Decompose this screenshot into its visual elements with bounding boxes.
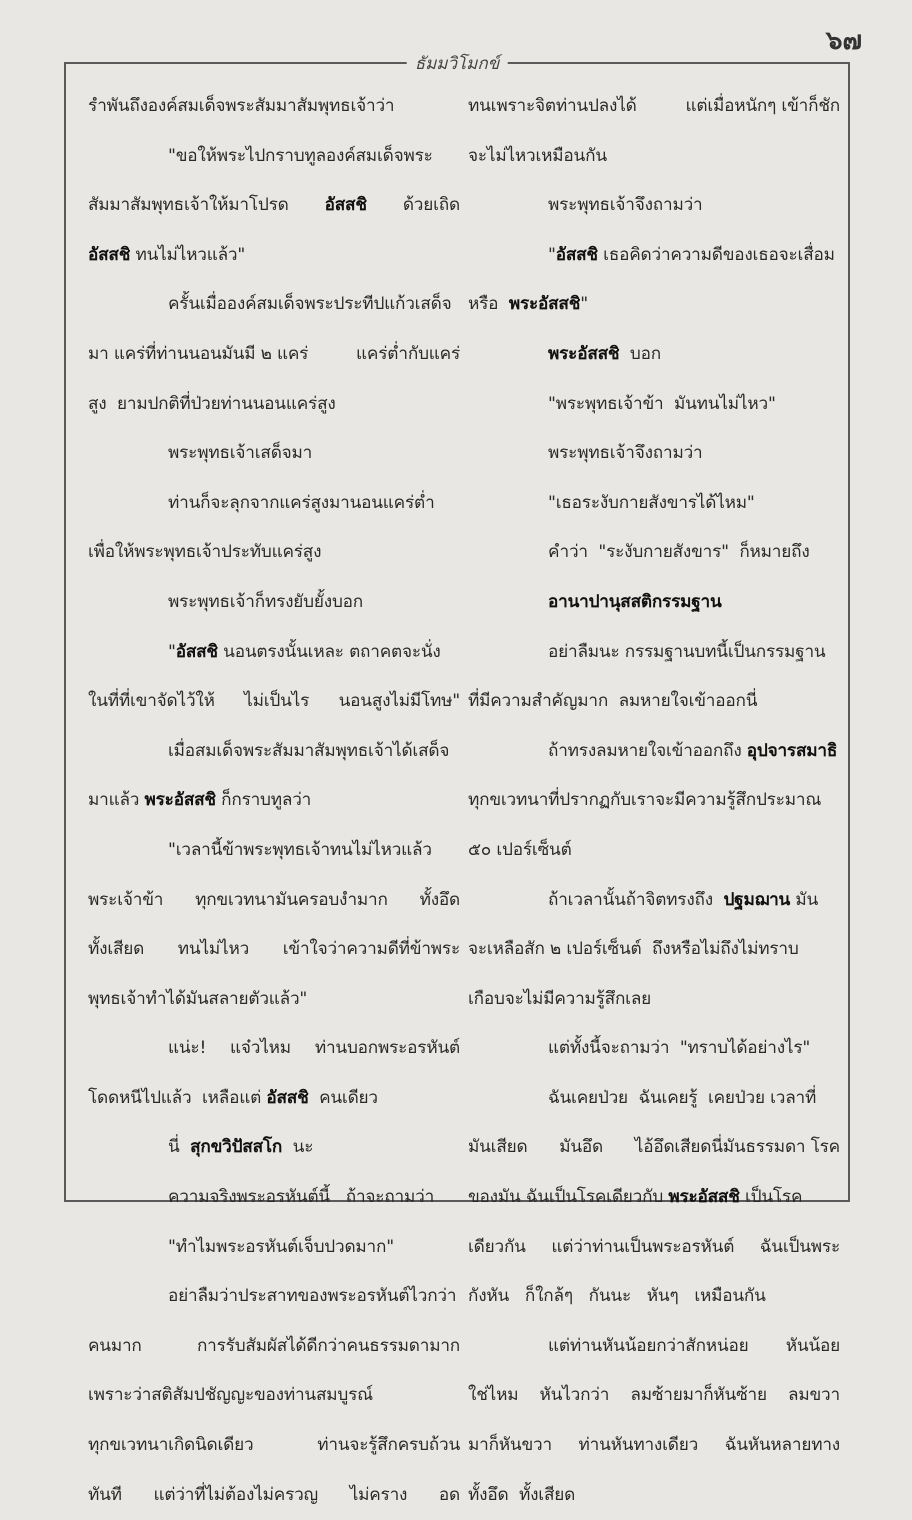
text-line: มันเสียด มันอึด ไอ้อึดเสียดนี่มันธรรมดา โรค	[468, 1137, 840, 1158]
text-line: พุทธเจ้าทำได้มันสลายตัวแล้ว"	[88, 988, 308, 1009]
text-line: ครั้นเมื่อองค์สมเด็จพระประทีปแก้วเสด็จ	[168, 294, 452, 315]
text-line: จะเหลือสัก ๒ เปอร์เซ็นต์ ถึงหรือไม่ถึงไม่ทราบ	[468, 939, 799, 960]
text-line: ของมัน ฉันเป็นโรคเดียวกับ พระอัสสชิ เป็นโรค	[468, 1187, 803, 1208]
text-line: ถ้าทรงลมหายใจเข้าออกถึง อุปจารสมาธิ	[548, 740, 838, 761]
left-column	[88, 82, 460, 1520]
text-line: "ขอให้พระไปกราบทูลองค์สมเด็จพระ	[168, 145, 433, 166]
text-line: นี่ สุกขวิปัสสโก นะ	[168, 1137, 314, 1158]
text-line: เพราะว่าสติสัมปชัญญะของท่านสมบูรณ์	[88, 1385, 373, 1406]
text-line: ๕๐ เปอร์เซ็นต์	[468, 839, 572, 860]
text-line: ทั้งเสียด ทนไม่ไหว เข้าใจว่าความดีที่ข้าพระ	[88, 939, 460, 960]
text-line: ใช่ไหม หันไวกว่า ลมซ้ายมาก็หันซ้าย ลมขวา	[468, 1385, 840, 1406]
text-line: เดียวกัน แต่ว่าท่านเป็นพระอรหันต์ ฉันเป็นพระ	[468, 1236, 840, 1257]
text-line: แน่ะ! แจ๋วไหม ท่านบอกพระอรหันต์	[168, 1038, 460, 1059]
text-line: "พระพุทธเจ้าข้า มันทนไม่ไหว"	[548, 393, 776, 414]
text-line: มาก็หันขวา ท่านหันทางเดียว ฉันหันหลายทาง	[468, 1435, 840, 1456]
text-line: หรือ พระอัสสชิ"	[468, 294, 588, 315]
text-line: "เธอระงับกายสังขารได้ไหม"	[548, 492, 755, 513]
text-line: อานาปานุสสติกรรมฐาน	[548, 591, 722, 612]
text-line: พระพุทธเจ้าจึงถามว่า	[548, 195, 703, 216]
text-line: คำว่า "ระงับกายสังขาร" ก็หมายถึง	[548, 542, 810, 563]
text-line: โดดหนีไปแล้ว เหลือแต่ อัสสชิ คนเดียว	[88, 1087, 378, 1108]
header-title: ธัมมวิโมกข์	[407, 50, 508, 77]
text-line: พระพุทธเจ้าก็ทรงยับยั้งบอก	[168, 591, 363, 612]
text-line: กังหัน ก็ใกล้ๆ กันนะ หันๆ เหมือนกัน	[468, 1286, 766, 1307]
text-line: เพื่อให้พระพุทธเจ้าประทับแคร่สูง	[88, 542, 322, 563]
text-line: ฉันเคยป่วย ฉันเคยรู้ เคยป่วย เวลาที่	[548, 1087, 817, 1108]
text-line: ที่มีความสำคัญมาก ลมหายใจเข้าออกนี่	[468, 691, 758, 712]
text-line: อย่าลืมว่าประสาทของพระอรหันต์ไวกว่า	[168, 1286, 457, 1307]
text-line: "ทำไมพระอรหันต์เจ็บปวดมาก"	[168, 1236, 394, 1257]
text-line: "เวลานี้ข้าพระพุทธเจ้าทนไม่ไหวแล้ว	[168, 839, 432, 860]
text-line: เกือบจะไม่มีความรู้สึกเลย	[468, 988, 652, 1009]
right-column	[468, 82, 840, 1520]
text-line: มาแล้ว พระอัสสชิ ก็กราบทูลว่า	[88, 790, 312, 811]
text-line: พระพุทธเจ้าเสด็จมา	[168, 443, 313, 464]
text-line: "อัสสชิ นอนตรงนั้นเหละ ตถาคตจะนั่ง	[168, 641, 441, 662]
text-line: สูง ยามปกติที่ป่วยท่านนอนแคร่สูง	[88, 393, 336, 414]
text-line: ในที่ที่เขาจัดไว้ให้ ไม่เป็นไร นอนสูงไม่มีโทษ"	[88, 691, 460, 712]
text-line: รำพันถึงองค์สมเด็จพระสัมมาสัมพุทธเจ้าว่า	[88, 96, 395, 116]
text-line: อย่าลืมนะ กรรมฐานบทนี้เป็นกรรมฐาน	[548, 641, 826, 662]
page-frame	[64, 54, 850, 1505]
text-line: ทันที แต่ว่าที่ไม่ต้องไม่ครวญ ไม่คราง อด	[88, 1484, 460, 1505]
text-line: ทุกขเวทนาที่ปรากฏกับเราจะมีความรู้สึกประมาณ	[468, 790, 822, 811]
text-line: เมื่อสมเด็จพระสัมมาสัมพุทธเจ้าได้เสด็จ	[168, 740, 450, 761]
text-line: ทนเพราะจิตท่านปลงได้ แต่เมื่อหนักๆ เข้าก็ชัก	[468, 96, 840, 116]
text-line: อัสสชิ ทนไม่ไหวแล้ว"	[88, 244, 246, 265]
page-number: ๖๗	[825, 26, 862, 56]
text-line: มา แคร่ที่ท่านนอนมันมี ๒ แคร่ แคร่ต่ำกับแคร่	[88, 343, 460, 364]
text-line: แต่ท่านหันน้อยกว่าสักหน่อย หันน้อย	[548, 1335, 840, 1356]
text-line: ทุกขเวทนาเกิดนิดเดียว ท่านจะรู้สึกครบถ้วน	[88, 1435, 460, 1456]
text-line: คนมาก การรับสัมผัสได้ดีกว่าคนธรรมดามาก	[88, 1335, 460, 1356]
text-line: ความจริงพระอรหันต์นี้ ถ้าจะถามว่า	[168, 1187, 435, 1208]
text-line: "อัสสชิ เธอคิดว่าความดีของเธอจะเสื่อม	[548, 244, 835, 265]
text-line: พระพุทธเจ้าจึงถามว่า	[548, 443, 703, 464]
text-line: พระเจ้าข้า ทุกขเวทนามันครอบงำมาก ทั้งอึด	[88, 889, 460, 910]
text-line: พระอัสสชิ บอก	[548, 343, 661, 364]
text-line: ถ้าเวลานั้นถ้าจิตทรงถึง ปฐมฌาน มัน	[548, 889, 819, 910]
text-line: จะไม่ไหวเหมือนกัน	[468, 145, 607, 166]
text-line: สัมมาสัมพุทธเจ้าให้มาโปรด อัสสชิ ด้วยเถิด	[88, 195, 460, 216]
text-line: ทั้งอึด ทั้งเสียด	[468, 1484, 576, 1505]
text-line: แต่ทั้งนี้จะถามว่า "ทราบได้อย่างไร"	[548, 1038, 811, 1059]
text-line: ท่านก็จะลุกจากแคร่สูงมานอนแคร่ต่ำ	[168, 492, 435, 513]
